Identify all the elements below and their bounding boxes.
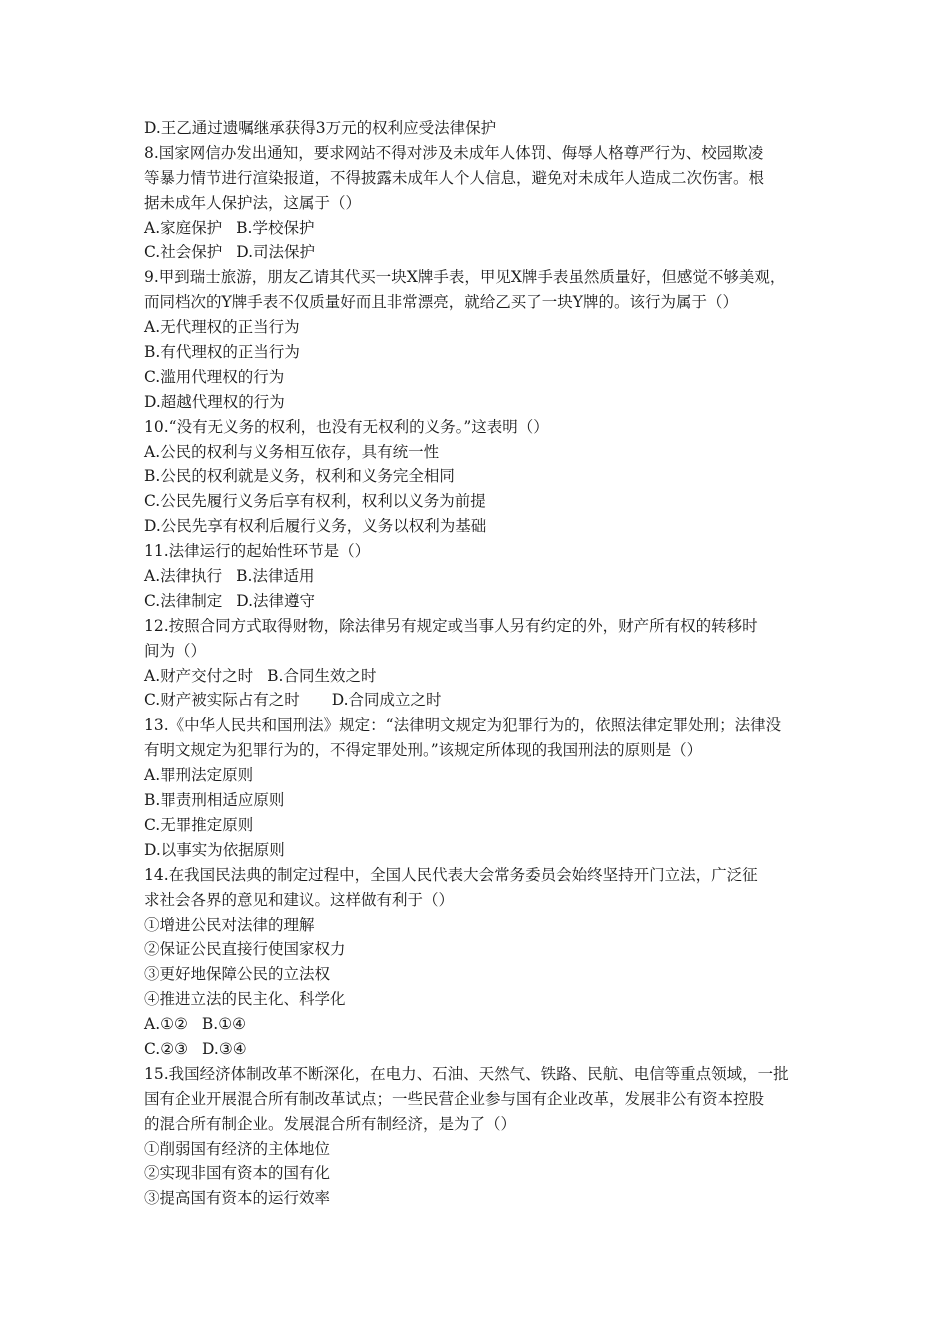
q9-option-d: D.超越代理权的行为	[144, 392, 285, 411]
q12-stem: 间为（）	[144, 641, 207, 660]
q8-options-row	[144, 216, 824, 241]
q7-option-d: D.王乙通过遗嘱继承获得3万元的权利应受法律保护	[144, 119, 497, 137]
q8-option-d: D.司法保护	[236, 243, 316, 262]
q14-option-b: B.①④	[201, 1015, 247, 1034]
q11-option-d: D.法律遵守	[236, 591, 316, 610]
q13-option-d: D.以事实为依据原则	[144, 840, 285, 859]
q14-option-c: C.②③	[144, 1039, 189, 1058]
q8-option-a: A.家庭保护	[144, 218, 223, 237]
q14-statement-1: ①增进公民对法律的理解	[144, 915, 315, 934]
q14-options-row	[144, 1012, 824, 1037]
q12-option-d: D.合同成立之时	[331, 691, 442, 710]
q11-option-b: B.法律适用	[236, 567, 315, 586]
q9-stem: 9.甲到瑞士旅游，朋友乙请其代买一块X牌手表，甲见X牌手表虽然质量好，但感觉不够美观，	[144, 268, 786, 287]
q14-statement-4: ④推进立法的民主化、科学化	[144, 990, 346, 1009]
q14-stem: 求社会各界的意见和建议。这样做有利于（）	[144, 890, 455, 909]
q12-option-b: B.合同生效之时	[267, 666, 377, 685]
q12-options-row	[144, 664, 824, 689]
q13-stem: 有明文规定为犯罪行为的，不得定罪处刑。”该规定所体现的我国刑法的原则是（）	[144, 741, 703, 760]
q9-stem: 而同档次的Y牌手表不仅质量好而且非常漂亮，就给乙买了一块Y牌的。该行为属于（）	[144, 293, 738, 312]
q15-stem: 15.我国经济体制改革不断深化，在电力、石油、天然气、铁路、民航、电信等重点领域，一批	[144, 1064, 789, 1083]
q8-stem: 等暴力情节进行渲染报道，不得披露未成年人个人信息，避免对未成年人造成二次伤害。根	[144, 168, 765, 187]
q8-option-c: C.社会保护	[144, 243, 223, 262]
q15-statement-3: ③提高国有资本的运行效率	[144, 1189, 331, 1208]
q15-statement-2: ②实现非国有资本的国有化	[144, 1164, 331, 1183]
q13-option-a: A.罪刑法定原则	[144, 766, 254, 785]
q9-option-c: C.滥用代理权的行为	[144, 367, 285, 386]
q14-statement-2: ②保证公民直接行使国家权力	[144, 940, 346, 959]
q14-option-d: D.③④	[202, 1039, 247, 1058]
q11-option-a: A.法律执行	[144, 567, 223, 586]
q15-statement-1: ①削弱国有经济的主体地位	[144, 1139, 331, 1158]
q13-option-b: B.罪责刑相适应原则	[144, 791, 285, 810]
q13-option-c: C.无罪推定原则	[144, 815, 254, 834]
q12-options-row	[144, 688, 824, 713]
q9-option-a: A.无代理权的正当行为	[144, 318, 300, 337]
q12-option-a: A.财产交付之时	[144, 666, 254, 685]
q14-stem: 14.在我国民法典的制定过程中，全国人民代表大会常务委员会始终坚持开门立法，广泛征	[144, 865, 758, 884]
q10-option-b: B.公民的权利就是义务，权利和义务完全相同	[144, 467, 455, 486]
q11-options-row	[144, 589, 824, 614]
q9-option-b: B.有代理权的正当行为	[144, 343, 300, 362]
q8-option-b: B.学校保护	[236, 218, 315, 237]
exam-page	[144, 116, 824, 1211]
q8-stem: 据未成年人保护法，这属于（）	[144, 193, 362, 212]
q11-options-row	[144, 564, 824, 589]
q14-option-a: A.①②	[144, 1015, 188, 1034]
q10-option-c: C.公民先履行义务后享有权利，权利以义务为前提	[144, 492, 486, 511]
q12-stem: 12.按照合同方式取得财物，除法律另有规定或当事人另有约定的外，财产所有权的转移时	[144, 616, 758, 635]
q8-stem: 8.国家网信办发出通知，要求网站不得对涉及未成年人体罚、侮辱人格尊严行为、校园欺凌	[144, 143, 764, 162]
q11-option-c: C.法律制定	[144, 591, 223, 610]
q11-stem: 11.法律运行的起始性环节是（）	[144, 542, 371, 561]
q13-stem: 13.《中华人民共和国刑法》规定：“法律明文规定为犯罪行为的，依照法律定罪处刑；法律没	[144, 716, 782, 735]
q10-stem: 10.“没有无义务的权利，也没有无权利的义务。”这表明（）	[144, 417, 549, 436]
q8-options-row	[144, 240, 824, 265]
q10-option-a: A.公民的权利与义务相互依存，具有统一性	[144, 442, 440, 461]
q15-stem: 的混合所有制企业。发展混合所有制经济，是为了（）	[144, 1114, 517, 1133]
q12-option-c: C.财产被实际占有之时	[144, 691, 300, 710]
q15-stem: 国有企业开展混合所有制改革试点；一些民营企业参与国有企业改革，发展非公有资本控股	[144, 1089, 765, 1108]
q10-option-d: D.公民先享有权利后履行义务，义务以权利为基础	[144, 517, 487, 536]
q14-statement-3: ③更好地保障公民的立法权	[144, 965, 331, 984]
q14-options-row	[144, 1037, 824, 1062]
